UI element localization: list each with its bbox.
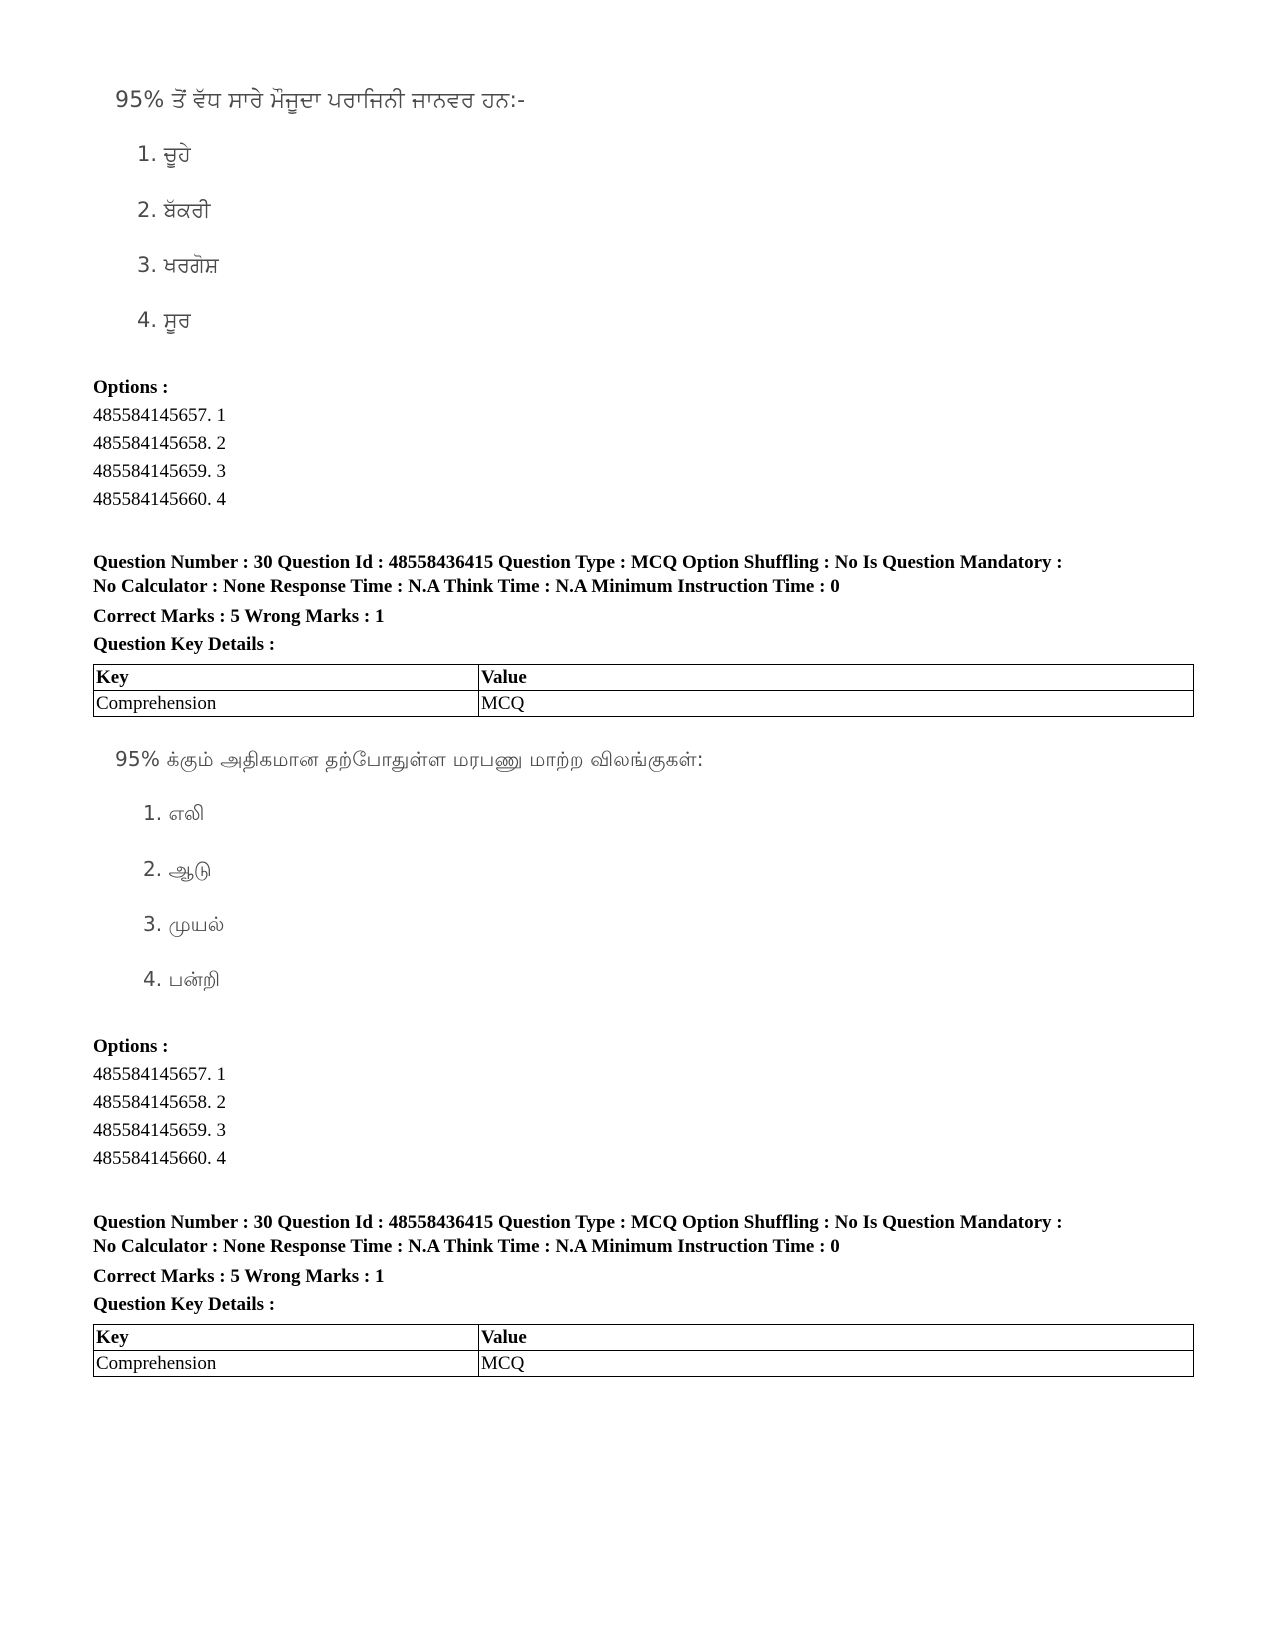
option-id-line: 485584145658. 2	[93, 433, 226, 454]
options-label: Options :	[93, 1036, 169, 1057]
question-meta-line: Question Number : 30 Question Id : 48558436415 Question Type : MCQ Option Shuffling : No Is Question Mandatory :	[93, 552, 1063, 573]
question-option: 1. ਚੂਹੇ	[137, 142, 191, 166]
question-option: 1. எலி	[143, 801, 205, 825]
question-meta-line: Question Number : 30 Question Id : 48558436415 Question Type : MCQ Option Shuffling : No Is Question Mandatory :	[93, 1212, 1063, 1233]
table-header-cell: Value	[479, 665, 1194, 691]
table-cell: MCQ	[479, 1351, 1194, 1377]
question-option: 2. ஆடு	[143, 857, 212, 881]
option-id-line: 485584145657. 1	[93, 1064, 226, 1085]
question-meta-line: No Calculator : None Response Time : N.A Think Time : N.A Minimum Instruction Time : 0	[93, 575, 840, 597]
question-option: 4. ਸੂਰ	[137, 308, 191, 332]
table-header-cell: Key	[94, 665, 479, 691]
question-meta-line: No Calculator : None Response Time : N.A Think Time : N.A Minimum Instruction Time : 0	[93, 1235, 840, 1257]
table-header-cell: Key	[94, 1325, 479, 1351]
question-option: 2. ਬੱਕਰੀ	[137, 198, 211, 222]
option-id-line: 485584145659. 3	[93, 1120, 226, 1141]
table-cell: Comprehension	[94, 1351, 479, 1377]
question-meta	[93, 551, 1203, 598]
option-id-line: 485584145660. 4	[93, 489, 226, 510]
table-cell: Comprehension	[94, 691, 479, 717]
key-details-label: Question Key Details :	[93, 634, 276, 655]
option-id-line: 485584145660. 4	[93, 1148, 226, 1169]
options-label: Options :	[93, 377, 169, 398]
table-header-row	[94, 665, 1194, 691]
question-meta	[93, 1211, 1203, 1258]
question-stem: 95% ਤੋਂ ਵੱਧ ਸਾਰੇ ਮੌਜੂਦਾ ਪਰਾਜਿਨੀ ਜਾਨਵਰ ਹਨ:-	[115, 88, 526, 113]
option-id-line: 485584145658. 2	[93, 1092, 226, 1113]
question-option: 3. ਖਰਗੋਸ਼	[137, 253, 219, 277]
option-id-line: 485584145657. 1	[93, 405, 226, 426]
table-row	[94, 691, 1194, 717]
table-header-cell: Value	[479, 1325, 1194, 1351]
question-stem: 95% க்கும் அதிகமான தற்போதுள்ள மரபணு மாற்ற விலங்குகள்:	[115, 747, 704, 771]
option-id-line: 485584145659. 3	[93, 461, 226, 482]
table-header-row	[94, 1325, 1194, 1351]
key-details-table	[93, 664, 1194, 717]
key-details-table	[93, 1324, 1194, 1377]
marks-line: Correct Marks : 5 Wrong Marks : 1	[93, 1266, 385, 1287]
key-details-label: Question Key Details :	[93, 1294, 276, 1315]
question-option: 3. முயல்	[143, 912, 225, 936]
marks-line: Correct Marks : 5 Wrong Marks : 1	[93, 606, 385, 627]
table-row	[94, 1351, 1194, 1377]
question-option: 4. பன்றி	[143, 967, 220, 991]
table-cell: MCQ	[479, 691, 1194, 717]
